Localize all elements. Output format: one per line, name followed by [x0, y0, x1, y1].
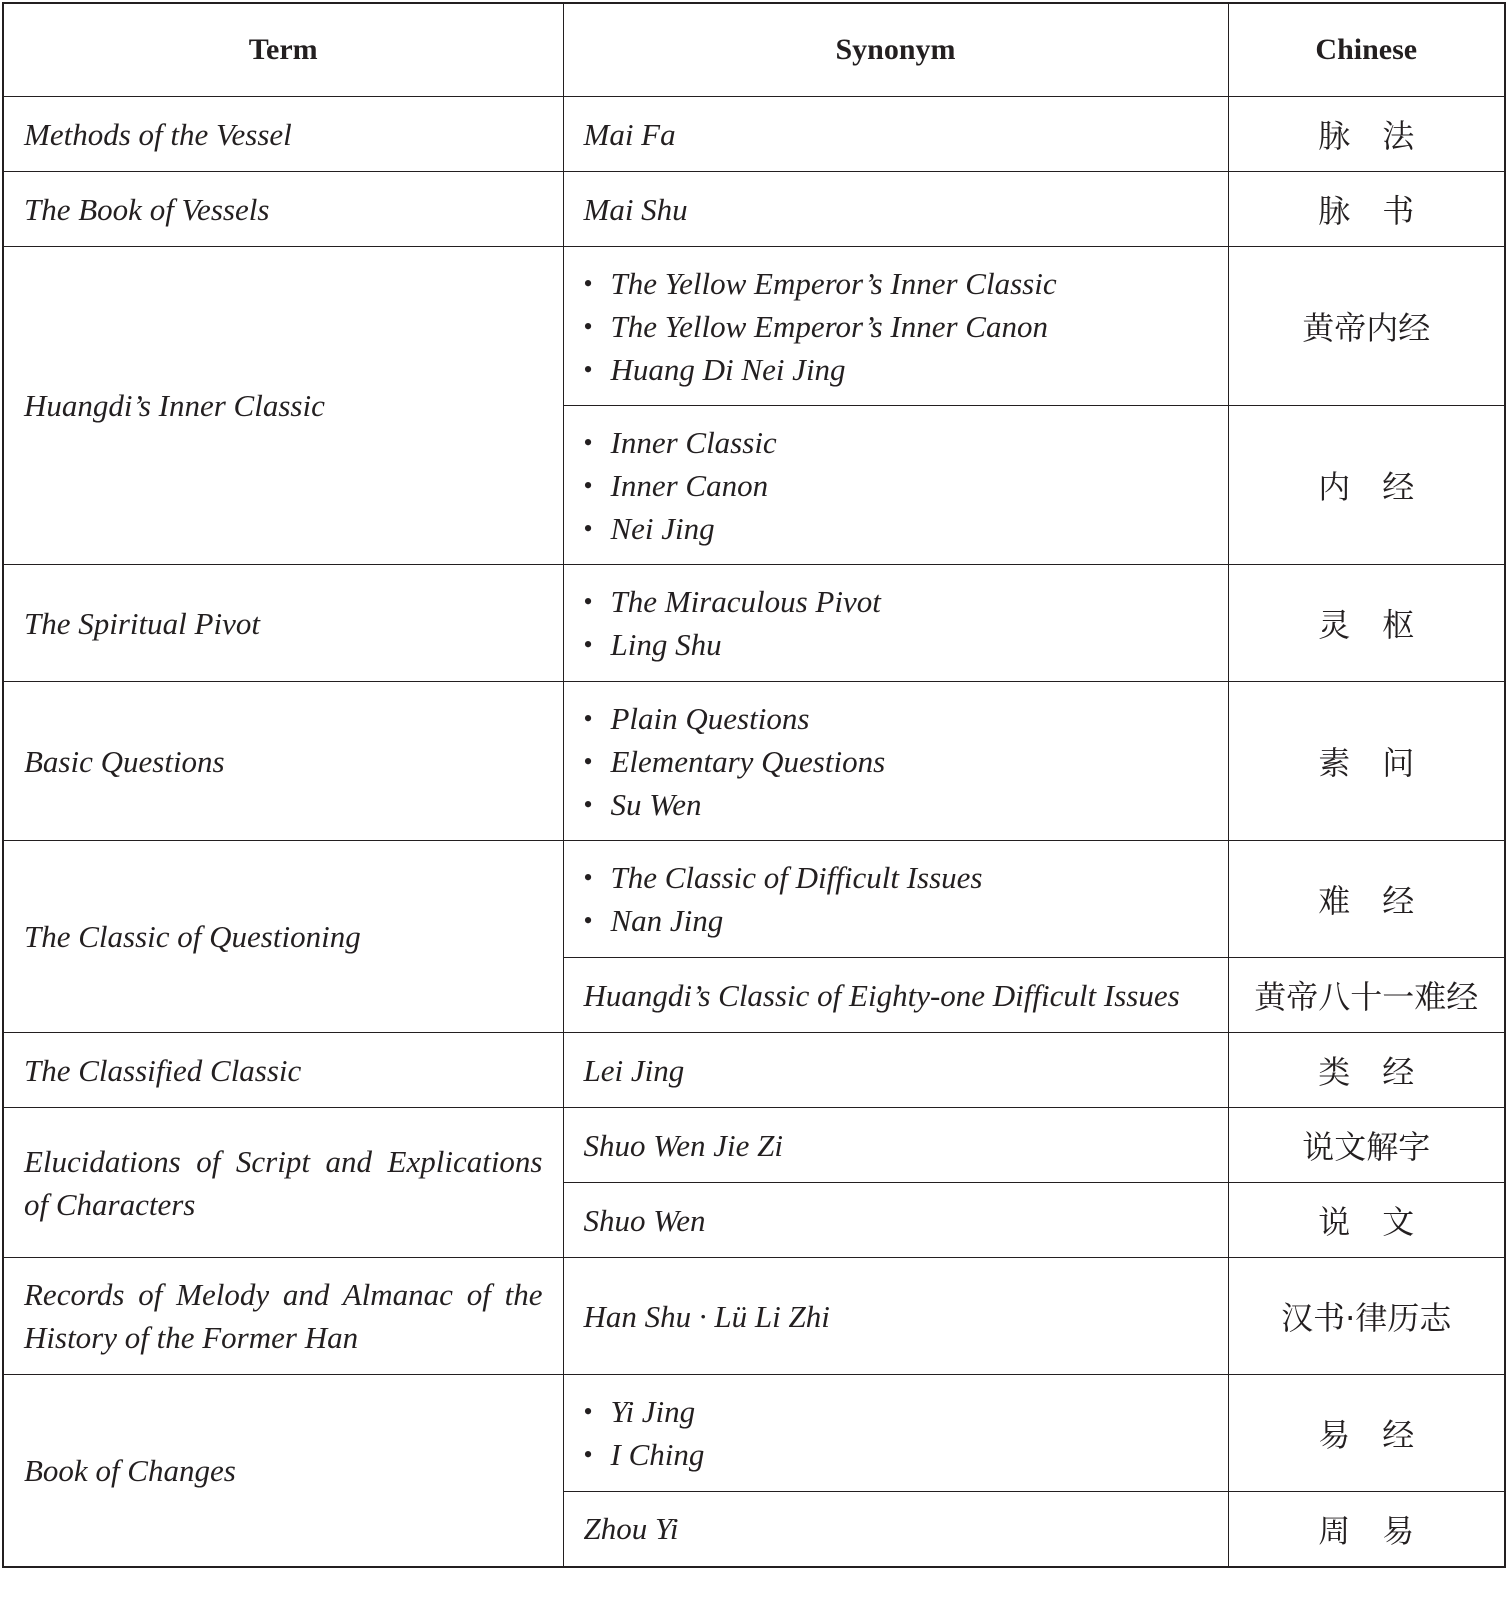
- table-row: [3, 841, 1505, 958]
- header-row: [3, 3, 1505, 97]
- chinese-cell: 黄帝内经: [1228, 247, 1505, 406]
- term-cell: Book of Changes: [3, 1375, 563, 1567]
- list-item: • Nan Jing: [584, 899, 1208, 942]
- chinese-cell: 素 问: [1228, 682, 1505, 841]
- term-cell: Huangdi’s Inner Classic: [3, 247, 563, 565]
- table-row: [3, 1258, 1505, 1375]
- table-row: [3, 565, 1505, 682]
- chinese-cell: 灵 枢: [1228, 565, 1505, 682]
- synonym-cell: Mai Fa: [563, 97, 1228, 172]
- chinese-cell: 脉 法: [1228, 97, 1505, 172]
- term-cell: Records of Melody and Almanac of the History of the Former Han: [3, 1258, 563, 1375]
- list-item: • I Ching: [584, 1433, 1208, 1476]
- terms-table: [2, 2, 1506, 1568]
- chinese-cell: 易 经: [1228, 1375, 1505, 1492]
- chinese-cell: 脉 书: [1228, 172, 1505, 247]
- header-term: Term: [3, 3, 563, 97]
- term-cell: Elucidations of Script and Explications of Characters: [3, 1108, 563, 1258]
- term-cell: Methods of the Vessel: [3, 97, 563, 172]
- term-cell: The Classified Classic: [3, 1033, 563, 1108]
- synonym-cell: [563, 1375, 1228, 1492]
- synonym-cell: [563, 565, 1228, 682]
- list-item: • Plain Questions: [584, 697, 1208, 740]
- synonym-list: [584, 580, 1208, 666]
- term-cell: The Spiritual Pivot: [3, 565, 563, 682]
- term-cell: The Book of Vessels: [3, 172, 563, 247]
- synonym-cell: Han Shu · Lü Li Zhi: [563, 1258, 1228, 1375]
- synonym-list: [584, 856, 1208, 942]
- synonym-cell: [563, 841, 1228, 958]
- synonym-cell: Mai Shu: [563, 172, 1228, 247]
- synonym-list: [584, 421, 1208, 550]
- synonym-cell: [563, 406, 1228, 565]
- synonym-list: [584, 697, 1208, 826]
- table-wrapper: [2, 2, 1506, 1568]
- table-row: [3, 1375, 1505, 1492]
- synonym-cell: Shuo Wen: [563, 1183, 1228, 1258]
- list-item: • Huang Di Nei Jing: [584, 348, 1208, 391]
- chinese-cell: 周 易: [1228, 1492, 1505, 1567]
- synonym-cell: Zhou Yi: [563, 1492, 1228, 1567]
- synonym-cell: [563, 247, 1228, 406]
- synonym-cell: Huangdi’s Classic of Eighty-one Difficult Issues: [563, 958, 1228, 1033]
- chinese-cell: 汉书·律历志: [1228, 1258, 1505, 1375]
- table-row: [3, 1033, 1505, 1108]
- list-item: • Yi Jing: [584, 1390, 1208, 1433]
- list-item: • The Miraculous Pivot: [584, 580, 1208, 623]
- list-item: • Su Wen: [584, 783, 1208, 826]
- chinese-cell: 类 经: [1228, 1033, 1505, 1108]
- term-cell: The Classic of Questioning: [3, 841, 563, 1033]
- synonym-cell: Shuo Wen Jie Zi: [563, 1108, 1228, 1183]
- list-item: • Ling Shu: [584, 623, 1208, 666]
- list-item: • Inner Canon: [584, 464, 1208, 507]
- list-item: • Elementary Questions: [584, 740, 1208, 783]
- chinese-cell: 说文解字: [1228, 1108, 1505, 1183]
- list-item: • Nei Jing: [584, 507, 1208, 550]
- list-item: • The Yellow Emperor’s Inner Canon: [584, 305, 1208, 348]
- synonym-cell: [563, 682, 1228, 841]
- header-chinese: Chinese: [1228, 3, 1505, 97]
- synonym-cell: Lei Jing: [563, 1033, 1228, 1108]
- list-item: • The Classic of Difficult Issues: [584, 856, 1208, 899]
- synonym-list: [584, 1390, 1208, 1476]
- table-row: [3, 682, 1505, 841]
- table-row: [3, 247, 1505, 406]
- chinese-cell: 难 经: [1228, 841, 1505, 958]
- chinese-cell: 黄帝八十一难经: [1228, 958, 1505, 1033]
- table-row: [3, 172, 1505, 247]
- chinese-cell: 说 文: [1228, 1183, 1505, 1258]
- list-item: • Inner Classic: [584, 421, 1208, 464]
- table-row: [3, 97, 1505, 172]
- header-synonym: Synonym: [563, 3, 1228, 97]
- synonym-list: [584, 262, 1208, 391]
- term-cell: Basic Questions: [3, 682, 563, 841]
- list-item: • The Yellow Emperor’s Inner Classic: [584, 262, 1208, 305]
- table-row: [3, 1108, 1505, 1183]
- chinese-cell: 内 经: [1228, 406, 1505, 565]
